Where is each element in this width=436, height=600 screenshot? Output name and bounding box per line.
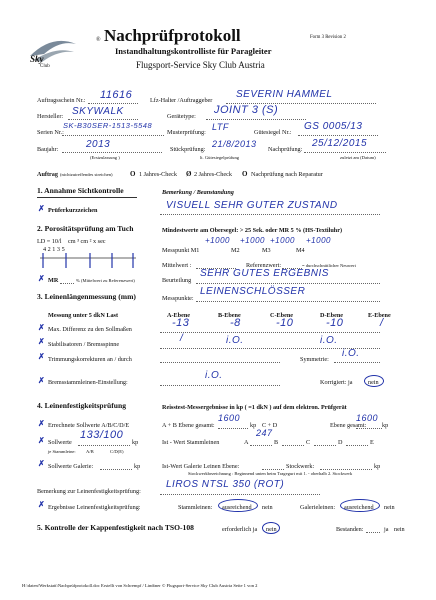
s2-beurteilung-label: Beurteilung bbox=[162, 277, 192, 284]
s4-erg-label: Ergebnisse Leinenfestigkeitsprüfung: bbox=[48, 504, 141, 511]
organization: Flugsport-Service Sky Club Austria bbox=[136, 60, 265, 70]
s4-stamm-nein[interactable]: nein bbox=[262, 504, 273, 511]
s4-reiss-label: Reisstest-Messergebnisse in kp ( =1 dkN ) auf dem elektron. Prüfgerät bbox=[162, 404, 347, 411]
s4-kp-3: kp bbox=[132, 439, 139, 446]
s2-mind-label: Mindestwerte am Obersegel: > 25 Sek. oder MR 5 % (HS-Textiluhr) bbox=[162, 227, 343, 234]
s2-m1-value[interactable]: +1000 bbox=[205, 236, 230, 245]
s2-ticks: 4 2 1 3 5 bbox=[43, 246, 65, 253]
s4-bem-label: Bemerkung zur Leinenfestigkeitsprüfung: bbox=[37, 488, 141, 495]
s4-bem-value[interactable]: LIROS NTSL 350 (ROT) bbox=[166, 479, 285, 490]
s2-ref-label: Referenzwert: bbox=[246, 262, 282, 269]
s4-stamm-ausreichend[interactable]: ausreichend bbox=[222, 504, 252, 511]
s2-ld-label: LD = 10/l bbox=[37, 238, 62, 245]
s2-mittel-label: Mittelwert : bbox=[162, 262, 192, 269]
s2-m3-value[interactable]: +1000 bbox=[270, 236, 295, 245]
auftrag-opt2: 2 Jahres-Check bbox=[194, 171, 232, 178]
s5-best-label: Bestanden: bbox=[336, 526, 364, 533]
s4-kp-4: kp bbox=[134, 463, 141, 470]
geraetetyp-value[interactable]: JOINT 3 (S) bbox=[214, 104, 279, 116]
s4-ist-label: Ist - Wert Stammleinen bbox=[162, 439, 220, 446]
s4-kp-5: kp bbox=[374, 463, 381, 470]
auftrag-hint: (nichtzutreffendes streichen) bbox=[60, 172, 113, 177]
s4-soll-label: Sollwerte bbox=[48, 439, 72, 446]
hersteller-label: Hersteller: bbox=[37, 113, 64, 120]
max-e[interactable]: / bbox=[380, 317, 384, 329]
footer-text: H:\daten\Werkstatt\Nachprüfprotokoll.doc Erstellt von Schrempf / Lindtner © Flugsport-Service Sky Club Austria Seite 1 von 2 bbox=[22, 583, 258, 588]
s3-sym-label: Symmetrie: bbox=[300, 356, 329, 363]
s5-nein-2[interactable]: nein bbox=[394, 526, 405, 533]
halter-value[interactable]: SEVERIN HAMMEL bbox=[236, 89, 333, 100]
porosity-diagram bbox=[38, 252, 138, 272]
s4-stock-note: Stockwerkbezeichnung : Beginnend unten beim Tragegurt mit 1. - oberhalb 2. Stockwerk bbox=[188, 471, 353, 476]
s4-ist-c: C bbox=[306, 439, 311, 446]
sky-club-logo bbox=[22, 30, 82, 76]
section5-title: 5. Kontrolle der Kappenfestigkeit nach TSO-108 bbox=[37, 523, 194, 532]
s2-m4-label: M4 bbox=[296, 247, 305, 254]
s1-checkmark-icon: ✗ bbox=[38, 204, 45, 213]
s4-ist-b: B bbox=[274, 439, 279, 446]
page-subtitle: Instandhaltungskontrolliste für Paragleiter bbox=[115, 46, 272, 56]
section3-title: 3. Leinenlängenmessung (mm) bbox=[37, 292, 136, 301]
s1-value[interactable]: VISUELL SEHR GUTER ZUSTAND bbox=[166, 200, 338, 211]
halter-label: Lfz-Halter /Auftraggeber bbox=[150, 97, 213, 104]
max-b[interactable]: -8 bbox=[230, 317, 241, 329]
guete-label: Gütesiegel Nr.: bbox=[254, 129, 292, 136]
auftrag-label: Auftrag bbox=[37, 171, 58, 178]
s3-brems-label: Bremsstammleinen-Einstellung: bbox=[48, 379, 128, 386]
auftragsschein-label: Auftragsschein Nr.: bbox=[37, 97, 86, 104]
page-title: Nachprüfprotokoll bbox=[104, 26, 241, 45]
max-c[interactable]: -10 bbox=[276, 317, 294, 329]
s4-ist-d: D bbox=[338, 439, 343, 446]
s4-ist-value[interactable]: 247 bbox=[256, 428, 273, 438]
s4-galerie-label: Sollwerte Galerie: bbox=[48, 463, 94, 470]
s4-gal-nein[interactable]: nein bbox=[384, 504, 395, 511]
s2-mr-note: % (Mittelwert zu Referenzwert) bbox=[76, 278, 135, 283]
s4-gal-ausreichend[interactable]: ausreichend bbox=[344, 504, 374, 511]
stab-b[interactable]: i.O. bbox=[226, 335, 244, 346]
s4-erre-check-icon: ✗ bbox=[38, 419, 45, 428]
auftrag-opt1-marker[interactable]: O bbox=[130, 170, 136, 178]
auftragsschein-value[interactable]: 11616 bbox=[100, 89, 133, 101]
s4-soll-value[interactable]: 133/100 bbox=[80, 429, 124, 441]
s4-ist-e: E bbox=[370, 439, 374, 446]
col-c-ebene: C-Ebene bbox=[270, 312, 294, 319]
s3-brems-check-icon: ✗ bbox=[38, 376, 45, 385]
baujahr-value[interactable]: 2013 bbox=[86, 139, 111, 150]
s3-messpunkte-label: Messpunkte: bbox=[162, 295, 194, 302]
section1-title: 1. Annahme Sichtkontrolle bbox=[37, 186, 124, 195]
s4-ab-label: A + B Ebene gesamt: bbox=[162, 422, 215, 429]
serien-value[interactable]: SK-B30SER-1513-5548 bbox=[63, 121, 153, 130]
erst-label: (Erstzulassung ) bbox=[90, 155, 120, 160]
s4-gal-label: Galerieleinen: bbox=[300, 504, 336, 511]
auftrag-opt1: 1 Jahres-Check bbox=[139, 171, 177, 178]
s2-m4-value[interactable]: +1000 bbox=[306, 236, 331, 245]
s2-m2-value[interactable]: +1000 bbox=[240, 236, 265, 245]
s4-stock-label: Stockwerk: bbox=[286, 463, 315, 470]
s3-mess-label: Messung unter 5 dkN Last bbox=[48, 312, 119, 319]
col-a-ebene: A-Ebene bbox=[167, 312, 191, 319]
nach-value[interactable]: 25/12/2015 bbox=[312, 138, 368, 149]
s2-units: cm ³ cm ² x sec bbox=[68, 238, 106, 245]
stab-a[interactable]: / bbox=[180, 333, 184, 344]
guete-datum-label: lt. Gütesiegelprüfung bbox=[200, 155, 240, 160]
s4-cd-ges-label: Ebene gesamt: bbox=[330, 422, 367, 429]
s5-nein[interactable]: nein bbox=[266, 526, 277, 533]
s3-brems-value[interactable]: i.O. bbox=[205, 370, 223, 381]
col-b-ebene: B-Ebene bbox=[218, 312, 241, 319]
s5-ja[interactable]: ja bbox=[384, 526, 389, 533]
s2-m1-label: Messpunkt M1 bbox=[162, 247, 200, 254]
s3-stab-check-icon: ✗ bbox=[38, 337, 45, 346]
section2-title: 2. Porositätsprüfung am Tuch bbox=[37, 224, 134, 233]
hersteller-value[interactable]: SKYWALK bbox=[72, 106, 124, 117]
logo-text: Sky bbox=[30, 54, 44, 64]
s3-messpunkte-value[interactable]: LEINENSCHLÖSSER bbox=[200, 286, 306, 297]
s4-ist-gal-label: Ist-Wert Galerie Leinen Ebene: bbox=[162, 463, 240, 470]
s4-stamm-label: Stammleinen: bbox=[178, 504, 213, 511]
s4-gal-check-icon: ✗ bbox=[38, 459, 45, 468]
s4-cd-label: C + D bbox=[262, 422, 278, 429]
auftrag-opt3: Nachprüfung nach Reparatur bbox=[251, 171, 323, 178]
muster-value[interactable]: LTF bbox=[212, 122, 229, 132]
s4-ab-small: A/B bbox=[86, 449, 94, 454]
s3-max-label: Max. Differenz zu den Sollmaßen bbox=[48, 326, 132, 333]
s3-max-check-icon: ✗ bbox=[38, 323, 45, 332]
s1-bem-label: Bemerkung / Beanstandung bbox=[162, 189, 234, 196]
zuletzt-label: zuletzt am (Datum) bbox=[340, 155, 376, 160]
col-d-ebene: D-Ebene bbox=[320, 312, 344, 319]
s5-erf-label: erforderlich ja bbox=[222, 526, 258, 533]
auftrag-opt3-marker[interactable]: O bbox=[242, 170, 248, 178]
max-d[interactable]: -10 bbox=[326, 317, 344, 329]
guete-value[interactable]: GS 0005/13 bbox=[304, 121, 363, 132]
stab-d[interactable]: i.O. bbox=[320, 335, 338, 346]
s1-kurz-label: Prüferkurzzeichen bbox=[48, 207, 98, 214]
s4-ab-value[interactable]: 1600 bbox=[218, 413, 241, 423]
baujahr-label: Baujahr: bbox=[37, 146, 59, 153]
registered-mark: ® bbox=[96, 37, 101, 43]
s2-ref-note: = durchschnittlicher Neuwert bbox=[302, 263, 356, 268]
nach-label: Nachprüfung: bbox=[268, 146, 303, 153]
col-e-ebene: E-Ebene bbox=[368, 312, 391, 319]
s3-korr-nein[interactable]: nein bbox=[368, 379, 379, 386]
s3-trimm-check-icon: ✗ bbox=[38, 352, 45, 361]
form-revision: Form 3 Revision 2 bbox=[310, 35, 346, 40]
s4-soll-check-icon: ✗ bbox=[38, 436, 45, 445]
s2-m2-label: M2 bbox=[231, 247, 240, 254]
s4-ja-stamm: je Stammleine: bbox=[48, 449, 76, 454]
s4-cd-value[interactable]: 1600 bbox=[356, 413, 379, 423]
logo-sub: Club bbox=[40, 64, 50, 69]
s4-erg-check-icon: ✗ bbox=[38, 500, 45, 509]
s3-stab-label: Stabilisatoren / Bremsspinne bbox=[48, 341, 120, 348]
stueck-label: Stückprüfung: bbox=[170, 146, 206, 153]
s4-ist-a: A bbox=[244, 439, 249, 446]
stueck-value[interactable]: 21/8/2013 bbox=[212, 139, 257, 149]
s3-korr-label: Korrigiert: ja bbox=[320, 379, 353, 386]
max-a[interactable]: -13 bbox=[172, 317, 190, 329]
s4-erre-label: Errechnete Sollwerte A/B/C/D/E bbox=[48, 422, 130, 429]
s3-sym-value[interactable]: i.O. bbox=[342, 348, 360, 359]
s2-m3-label: M3 bbox=[262, 247, 271, 254]
s2-mr-label: MR bbox=[48, 277, 59, 284]
muster-label: Musterprüfung: bbox=[167, 129, 206, 136]
s2-beurteilung-value[interactable]: SEHR GUTES ERGEBNIS bbox=[200, 268, 329, 279]
s3-trimm-label: Trimmungskorrekturen an / durch bbox=[48, 356, 132, 363]
s4-kp-2: kp bbox=[382, 422, 389, 429]
geraetetyp-label: Gerätetype: bbox=[167, 113, 196, 120]
s2-mr-check-icon: ✗ bbox=[38, 274, 45, 283]
section4-title: 4. Leinenfestigkeitsprüfung bbox=[37, 401, 127, 410]
auftrag-opt2-marker[interactable]: Ø bbox=[186, 170, 192, 178]
s4-cde-small: C/D(E) bbox=[110, 449, 124, 454]
s4-kp-1: kp bbox=[250, 422, 257, 429]
serien-label: Serien Nr.: bbox=[37, 129, 64, 136]
